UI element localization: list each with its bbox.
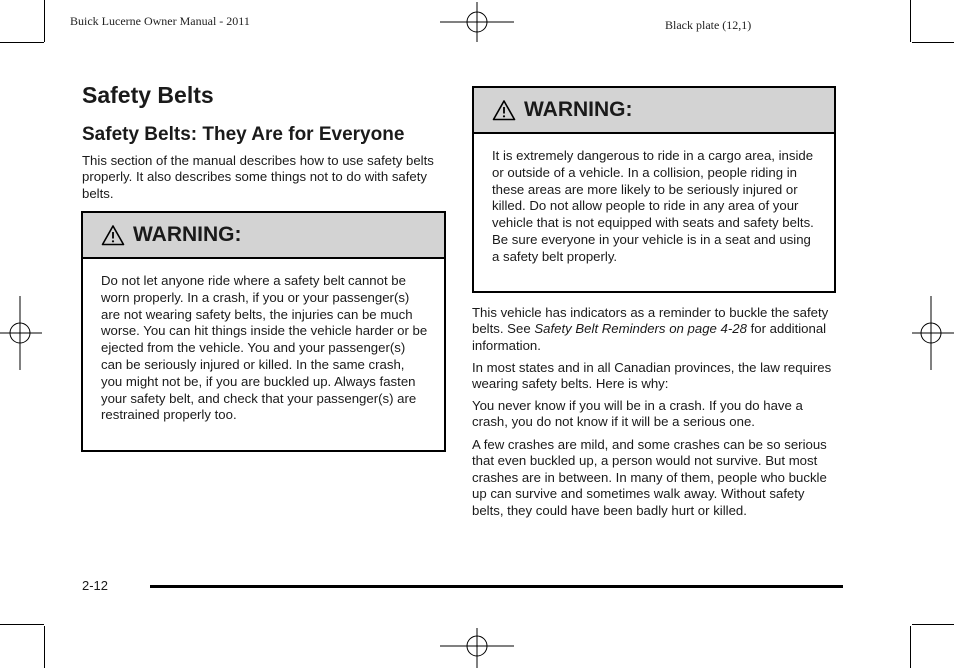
indicators-text: This vehicle has indicators as a reminder to buckle the safety belts. See [472,305,829,337]
indicators-text-end: for additional information. [472,321,827,353]
indicators-paragraph [472,305,836,354]
registration-mark-top [440,2,514,44]
never-know-paragraph: You never know if you will be in a crash. If you do have a crash, you do not know if it will be a serious one. [472,398,803,430]
warning-text: Do not let anyone ride where a safety belt cannot be worn properly. In a crash, if you or your passenger(s) are not wearing safety belts, the injuries can be much worse. You can hit things inside the vehicle harder or be ejected from the vehicle. You and your passenger(s) can be seriously injured or killed. In the same crash, you might not be, if you are buckled up. Always fasten your safety belt, and check that your passenger(s) are restrained properly too. [101,273,428,423]
running-header-right: Black plate (12,1) [665,18,752,32]
warning-text: It is extremely dangerous to ride in a cargo area, inside or outside of a vehicle. In a collision, people riding in these areas are more likely to be seriously injured or killed. Do not allow people to ride in any area of your vehicle that is not equipped with seats and safety belts. Be sure everyone in your vehicle is in a seat and using a safety belt properly. [492,148,814,264]
warning-triangle-icon [492,99,516,121]
page-title: Safety Belts [82,82,214,108]
intro-paragraph: This section of the manual describes how to use safety belts properly. It also describes some things not to do with safety belts. [82,153,434,201]
registration-mark-bottom [440,626,514,668]
warning-heading: WARNING: [133,223,242,246]
running-header-left: Buick Lucerne Owner Manual - 2011 [70,14,250,28]
crashes-paragraph: A few crashes are mild, and some crashes can be so serious that even buckled up, a person would not survive. But most crashes are in between. In many of them, people who buckle up can survive and sometimes walk away. Without safety belts, they could have been badly hurt or killed. [472,437,827,518]
warning-box-cargo [472,86,836,293]
footer-rule [150,585,843,588]
registration-mark-right [910,296,954,370]
section-title: Safety Belts: They Are for Everyone [82,124,405,145]
warning-heading: WARNING: [524,98,633,121]
law-paragraph: In most states and in all Canadian provinces, the law requires wearing safety belts. Here is why: [472,360,832,392]
warning-header [474,88,834,134]
warning-header [83,213,444,259]
page-number: 2-12 [82,578,109,593]
warning-triangle-icon [101,224,125,246]
warning-box-passenger [81,211,446,452]
registration-mark-left [0,296,44,370]
cross-reference-link[interactable]: Safety Belt Reminders on page 4-28 [534,321,747,337]
